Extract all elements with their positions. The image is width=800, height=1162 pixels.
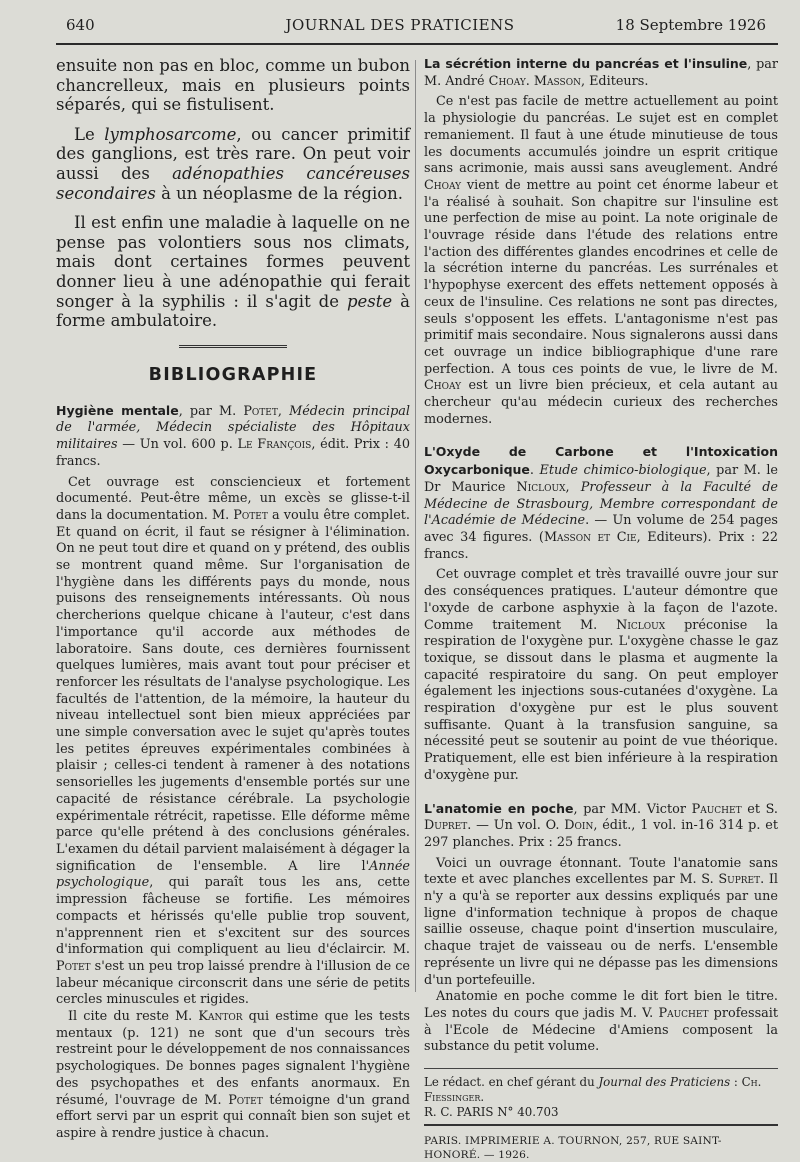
column-divider <box>415 60 416 992</box>
footer-rule-double <box>424 1124 778 1126</box>
section-title: BIBLIOGRAPHIE <box>148 364 318 385</box>
page-header <box>0 14 800 40</box>
review-oxyde: Cet ouvrage complet et très travaillé ouvre jour sur des conséquences pratiques. L'auteur démontre que l'oxyde de carbone asphyxie à la façon de l'azote. Comme traitement M. Nicloux préconise la respiration de l'oxygène pur. L'oxygène chasse le gaz toxique, se dissout dans le plasma et augmente la capacité respiratoire du sang. On peut employer également les injections sous-cutanées d'oxygène. La respiration d'oxygène pur est le plus souvent suffisante. Quant à la transfusion sanguine, sa nécessité peut se soutenir au point de vue théorique. Pratiquement, elle est bien inférieure à la respiration d'oxygène pur. <box>424 567 778 783</box>
review-anatomie-para1: Voici un ouvrage étonnant. Toute l'anatomie sans texte et avec planches excellentes par M. S. Supret. Il n'y a qu'à se reporter aux dessins expliqués par une ligne d'information technique à propos de chaque saillie osseuse, chaque point d'insertion musculaire, chaque trajet de vaisseau ou de nerfs. L'ensemble représente un livre qui ne dépasse pas les dimensions d'un portefeuille. <box>424 855 778 988</box>
header-rule <box>56 43 778 45</box>
registry-number: R. C. PARIS N° 40.703 <box>424 1105 559 1120</box>
review-hygiene-para2: Il cite du reste M. Kantor qui estime que les tests mentaux (p. 121) ne sont que d'un secours très restreint pour le développement de nos connaissances psychologiques. De bonnes pages signalent l'hygiène des psychopathes et des enfants anormaux. En résumé, l'ouvrage de M. Potet témoigne d'un grand effort servi par un esprit qui connaît bien son sujet et aspire à rendre justice à chacun. <box>56 1009 411 1141</box>
entry-heading-anatomie: L'anatomie en poche, par MM. Victor Pauchet et S. Dupret. — Un vol. O. Doin, édit., 1 vol. in-16 314 p. et 297 planches. Prix : 25 francs. <box>424 800 778 850</box>
footer-rule <box>424 1068 778 1069</box>
decorative-rule <box>179 345 287 351</box>
lymphosarcome-paragraph: Le lymphosarcome, ou cancer primitif des ganglions, est très rare. On peut voir aussi des adénopathies cancéreuses secondaires à un néoplasme de la région. <box>56 124 411 203</box>
continued-paragraph: ensuite non pas en bloc, comme un bubon chancrelleux, mais en plusieurs points séparés, qui se fistulisent. <box>56 56 410 115</box>
printer-imprint: PARIS. IMPRIMERIE A. TOURNON, 257, RUE SAINT-HONORÉ. — 1926. <box>424 1135 722 1162</box>
peste-paragraph: Il est enfin une maladie à laquelle on ne pense pas volontiers sous nos climats, mais dont certaines formes peuvent donner lieu à une adénopathie qui ferait songer à la syphilis : il s'agit de peste à forme ambulatoire. <box>56 213 410 331</box>
review-anatomie-para2: Anatomie en poche comme le dit fort bien le titre. Les notes du cours que jadis M. V. Pauchet professait à l'Ecole de Médecine d'Amiens composent la substance du petit volume. <box>424 989 778 1055</box>
page-number: 640 <box>66 16 95 34</box>
issue-date: 18 Septembre 1926 <box>615 16 766 34</box>
editor-credit: Le rédact. en chef gérant du Journal des Praticiens : Ch. Fiessinger. <box>424 1075 762 1105</box>
right-column <box>424 56 778 1162</box>
entry-heading-pancreas: La sécrétion interne du pancréas et l'insuline, par M. André Choay. Masson, Editeurs. <box>424 56 779 89</box>
entry-heading-oxyde: L'Oxyde de Carbone et l'Intoxication Oxycarbonique. Etude chimico-biologique, par M. le Dr Maurice Nicloux, Professeur à la Faculté de Médecine de Strasbourg, Membre correspondant de l'Académie de Médecine. — Un volume de 254 pages avec 34 figures. (Masson et Cie, Editeurs). Prix : 22 francs. <box>424 444 779 562</box>
entry-heading-hygiene: Hygiène mentale, par M. Potet, Médecin principal de l'armée, Médecin spécialiste des Hôpitaux militaires — Un vol. 600 p. Le François, édit. Prix : 40 francs. <box>56 402 411 469</box>
journal-title: JOURNAL DES PRATICIENS <box>285 16 515 34</box>
left-column <box>56 56 410 1143</box>
section-heading-block <box>56 345 410 385</box>
review-pancreas: Ce n'est pas facile de mettre actuellement au point la physiologie du pancréas. Le sujet est en complet remaniement. Il faut à une étude minutieuse de tous les documents accumulés joindre un esprit critique sans acrimonie, mais aussi sans aveuglement. André Choay vient de mettre au point cet énorme labeur et l'a réalisé à souhait. Son chapitre sur l'insuline est une perfection de mise au point. La note originale de l'ouvrage réside dans l'étude des relations entre l'action des différentes glandes encodrines et celle de la sécrétion interne du pancréas. Les surrénales et l'hypophyse exercent des effets nettement opposés à ceux de l'insuline. Ces relations ne sont pas directes, seuls s'opposent les effets. L'antagonisme n'est pas primitif mais secondaire. Nous signalerons aussi dans cet ouvrage un indice bibliographique d'une rare perfection. A tous ces points de vue, le livre de M. Choay est un livre bien précieux, et cela autant au chercheur qu'au médecin curieux des recherches modernes. <box>424 94 778 427</box>
review-hygiene-para1: Cet ouvrage est consciencieux et fortement documenté. Peut-être même, un excès se glisse-t-il dans la documentation. M. Potet a voulu être complet. Et quand on écrit, il faut se résigner à l'élimination. On ne peut tout dire et quand on y prétend, des oublis se montrent quand même. Sur l'organisation de l'hygiène dans les différents pays du monde, nous puisons des renseignements intéressants. Où nous chercherions quelque chicane à l'auteur, c'est dans l'importance qu'il accorde aux méthodes de laboratoire. Sans doute, ces dernières fournissent quelques lumières, mais avant tout pour préciser et renforcer les résultats de l'analyse psychologique. Les facultés de l'attention, de la mémoire, la hauteur du niveau intellectuel sont bien mieux appréciées par une simple conversation avec le sujet qu'après toutes les petites épreuves expérimentales combinées à plaisir ; celles-ci tendent à ramener à des notations sensorielles les jugements d'ensemble portés sur une capacité de résistance cérébrale. La psychologie expérimentale rétrécit, rapetisse. Elle déforme même parce qu'elle prétend à des conclusions générales. L'examen du détail parvient malaisément à dégager la signification de l'ensemble. A lire l'Année psychologique, qui paraît tous les ans, cette impression fâcheuse se fortifie. Les mémoires compacts et hérissés qu'elle publie trop souvent, n'apprennent rien et s'excitent sur des sources d'information qui compliquent au lieu d'éclaircir. M. Potet s'est un peu trop laissé prendre à l'illusion de ce labeur mécanique circonscrit dans une série de petits cercles minuscules et rigides. <box>56 474 410 1008</box>
